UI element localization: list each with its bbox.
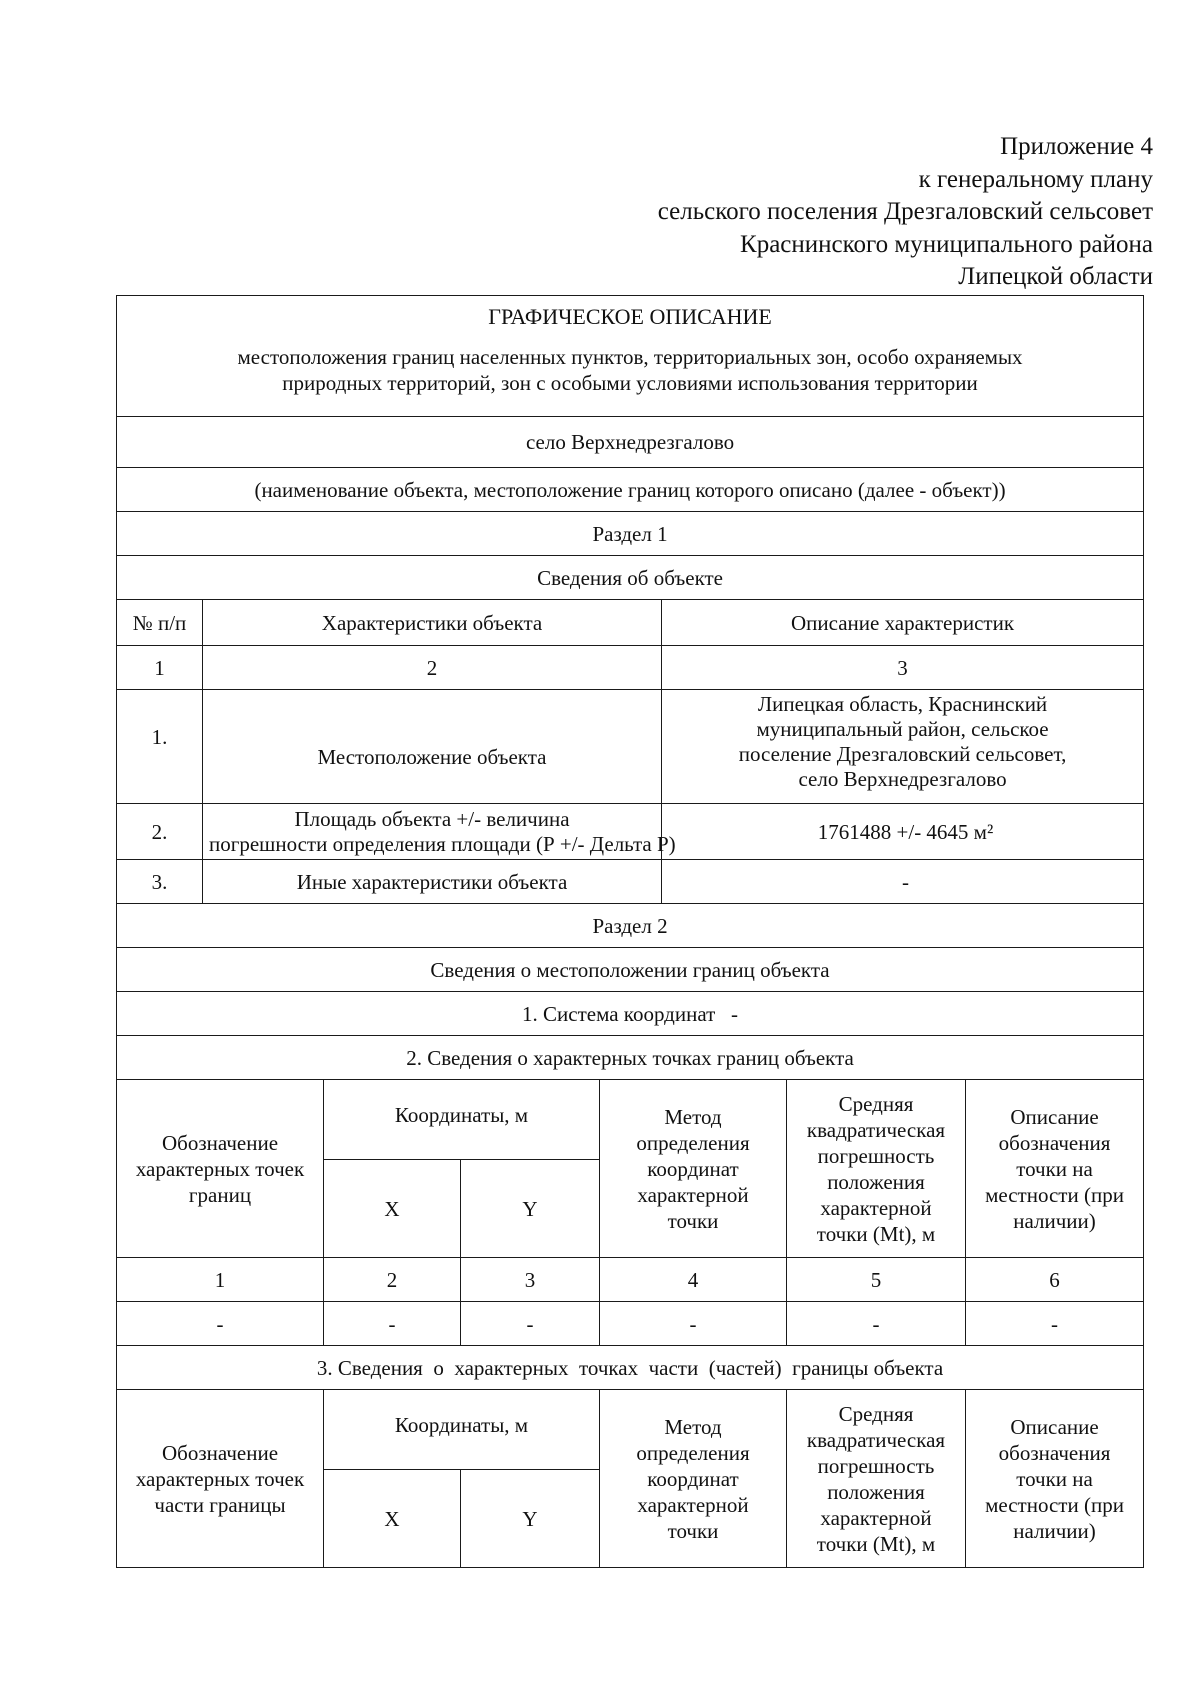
- table-row: [117, 804, 1144, 860]
- header-line: обозначения: [998, 1440, 1111, 1465]
- table-row: [117, 1302, 1144, 1346]
- points-header-row: [117, 1080, 1144, 1160]
- table-cell: -: [117, 1302, 324, 1346]
- header-line: погрешность: [817, 1143, 935, 1168]
- table-row: [117, 860, 1144, 904]
- y-header: Y: [461, 1470, 600, 1568]
- header-line: границ: [188, 1182, 252, 1207]
- document-header-row: [117, 296, 1144, 417]
- header-line: Обозначение: [161, 1440, 279, 1465]
- header-line: погрешность: [817, 1453, 935, 1478]
- header-line: Метод: [664, 1104, 722, 1129]
- column-number: 6: [966, 1258, 1144, 1302]
- row-characteristic: Местоположение объекта: [203, 690, 662, 804]
- graphic-description-table: [116, 295, 1144, 1568]
- annex-header: [658, 131, 1153, 294]
- column-header: Характеристики объекта: [203, 600, 662, 646]
- header-line: точки (Mt), м: [816, 1531, 936, 1556]
- parts-title: 3. Сведения о характерных точках части (частей) границы объекта: [117, 1346, 1144, 1390]
- column-number: 1: [117, 1258, 324, 1302]
- parts-header-row: [117, 1390, 1144, 1470]
- header-line: квадратическая: [806, 1117, 946, 1142]
- column-number: 3: [662, 646, 1144, 690]
- section1-column-numbers: [117, 646, 1144, 690]
- points-title: 2. Сведения о характерных точках границ объекта: [117, 1036, 1144, 1080]
- section2-subtitle: Сведения о местоположении границ объекта: [117, 948, 1144, 992]
- characteristic-line: погрешности определения площади (Р +/- Дельта Р): [209, 831, 676, 856]
- header-line: части границы: [154, 1492, 286, 1517]
- method-header: [600, 1080, 787, 1258]
- row-value: -: [662, 860, 1144, 904]
- section1-column-headers: [117, 600, 1144, 646]
- row-value: 1761488 +/- 4645 м²: [662, 804, 1144, 860]
- table-cell: -: [966, 1302, 1144, 1346]
- object-caption: (наименование объекта, местоположение границ которого описано (далее - объект)): [117, 468, 1144, 512]
- header-line: характерной: [820, 1195, 932, 1220]
- annex-line: Приложение 4: [1000, 133, 1153, 160]
- header-line: Метод: [664, 1414, 722, 1439]
- header-line: координат: [647, 1466, 739, 1491]
- header-line: характерной: [637, 1182, 749, 1207]
- error-header: [787, 1390, 966, 1568]
- header-line: характерной: [820, 1505, 932, 1530]
- header-line: точки на: [1016, 1466, 1093, 1491]
- error-header: [787, 1080, 966, 1258]
- column-header: Описание характеристик: [662, 600, 1144, 646]
- row-number: 3.: [117, 860, 203, 904]
- header-line: наличии): [1013, 1208, 1096, 1233]
- column-number: 1: [117, 646, 203, 690]
- document-title: ГРАФИЧЕСКОЕ ОПИСАНИЕ: [488, 304, 772, 329]
- parts-designation-header: [117, 1390, 324, 1568]
- column-number: 2: [203, 646, 662, 690]
- value-line: поселение Дрезгаловский сельсовет,: [738, 742, 1067, 766]
- column-number: 4: [600, 1258, 787, 1302]
- method-header: [600, 1390, 787, 1568]
- header-line: характерной: [637, 1492, 749, 1517]
- description-header: [966, 1390, 1144, 1568]
- description-header: [966, 1080, 1144, 1258]
- coordinates-header: Координаты, м: [324, 1080, 600, 1160]
- header-line: точки: [667, 1518, 719, 1543]
- x-header: X: [324, 1160, 461, 1258]
- value-line: муниципальный район, сельское: [756, 717, 1049, 741]
- row-value: [662, 690, 1144, 804]
- header-line: Описание: [1010, 1414, 1099, 1439]
- header-line: квадратическая: [806, 1427, 946, 1452]
- column-number: 3: [461, 1258, 600, 1302]
- coordinate-system: 1. Система координат -: [117, 992, 1144, 1036]
- header-line: характерных точек: [135, 1466, 305, 1491]
- y-header: Y: [461, 1160, 600, 1258]
- header-line: положения: [827, 1479, 925, 1504]
- header-line: точки: [667, 1208, 719, 1233]
- header-line: точки (Mt), м: [816, 1221, 936, 1246]
- value-line: село Верхнедрезгалово: [798, 767, 1007, 791]
- coordinates-header: Координаты, м: [324, 1390, 600, 1470]
- header-line: Средняя: [838, 1091, 914, 1116]
- row-number: 2.: [117, 804, 203, 860]
- header-line: определения: [636, 1130, 750, 1155]
- row-characteristic: Иные характеристики объекта: [203, 860, 662, 904]
- header-line: положения: [827, 1169, 925, 1194]
- table-row: [117, 690, 1144, 804]
- subtitle-line: природных территорий, зон с особыми условиями использования территории: [282, 371, 978, 395]
- section1-subtitle: Сведения об объекте: [117, 556, 1144, 600]
- header-line: определения: [636, 1440, 750, 1465]
- table-cell: -: [600, 1302, 787, 1346]
- row-characteristic: [203, 804, 676, 860]
- header-line: координат: [647, 1156, 739, 1181]
- object-name: село Верхнедрезгалово: [117, 417, 1144, 468]
- header-line: местности (при: [985, 1492, 1124, 1517]
- column-number: 5: [787, 1258, 966, 1302]
- points-number-row: [117, 1258, 1144, 1302]
- header-line: обозначения: [998, 1130, 1111, 1155]
- header-line: характерных точек: [135, 1156, 305, 1181]
- annex-line: Краснинского муниципального района: [740, 230, 1153, 258]
- section2-title: Раздел 2: [117, 904, 1144, 948]
- row-number: 1.: [117, 690, 203, 804]
- header-line: наличии): [1013, 1518, 1096, 1543]
- value-line: Липецкая область, Краснинский: [757, 692, 1048, 716]
- column-number: 2: [324, 1258, 461, 1302]
- header-line: Описание: [1010, 1104, 1099, 1129]
- annex-line: к генеральному плану: [918, 165, 1153, 193]
- points-designation-header: [117, 1080, 324, 1258]
- table-cell: -: [787, 1302, 966, 1346]
- table-cell: -: [324, 1302, 461, 1346]
- annex-line: сельского поселения Дрезгаловский сельсовет: [657, 198, 1153, 225]
- document-subtitle: [123, 344, 1137, 396]
- column-header: № п/п: [117, 600, 203, 646]
- table-cell: -: [461, 1302, 600, 1346]
- subtitle-line: местоположения границ населенных пунктов, территориальных зон, особо охраняемых: [237, 345, 1023, 369]
- header-line: местности (при: [985, 1182, 1124, 1207]
- annex-line: Липецкой области: [958, 263, 1153, 290]
- header-line: точки на: [1016, 1156, 1093, 1181]
- header-line: Средняя: [838, 1401, 914, 1426]
- section1-title: Раздел 1: [117, 512, 1144, 556]
- x-header: X: [324, 1470, 461, 1568]
- characteristic-line: Площадь объекта +/- величина: [294, 806, 570, 831]
- header-line: Обозначение: [161, 1130, 279, 1155]
